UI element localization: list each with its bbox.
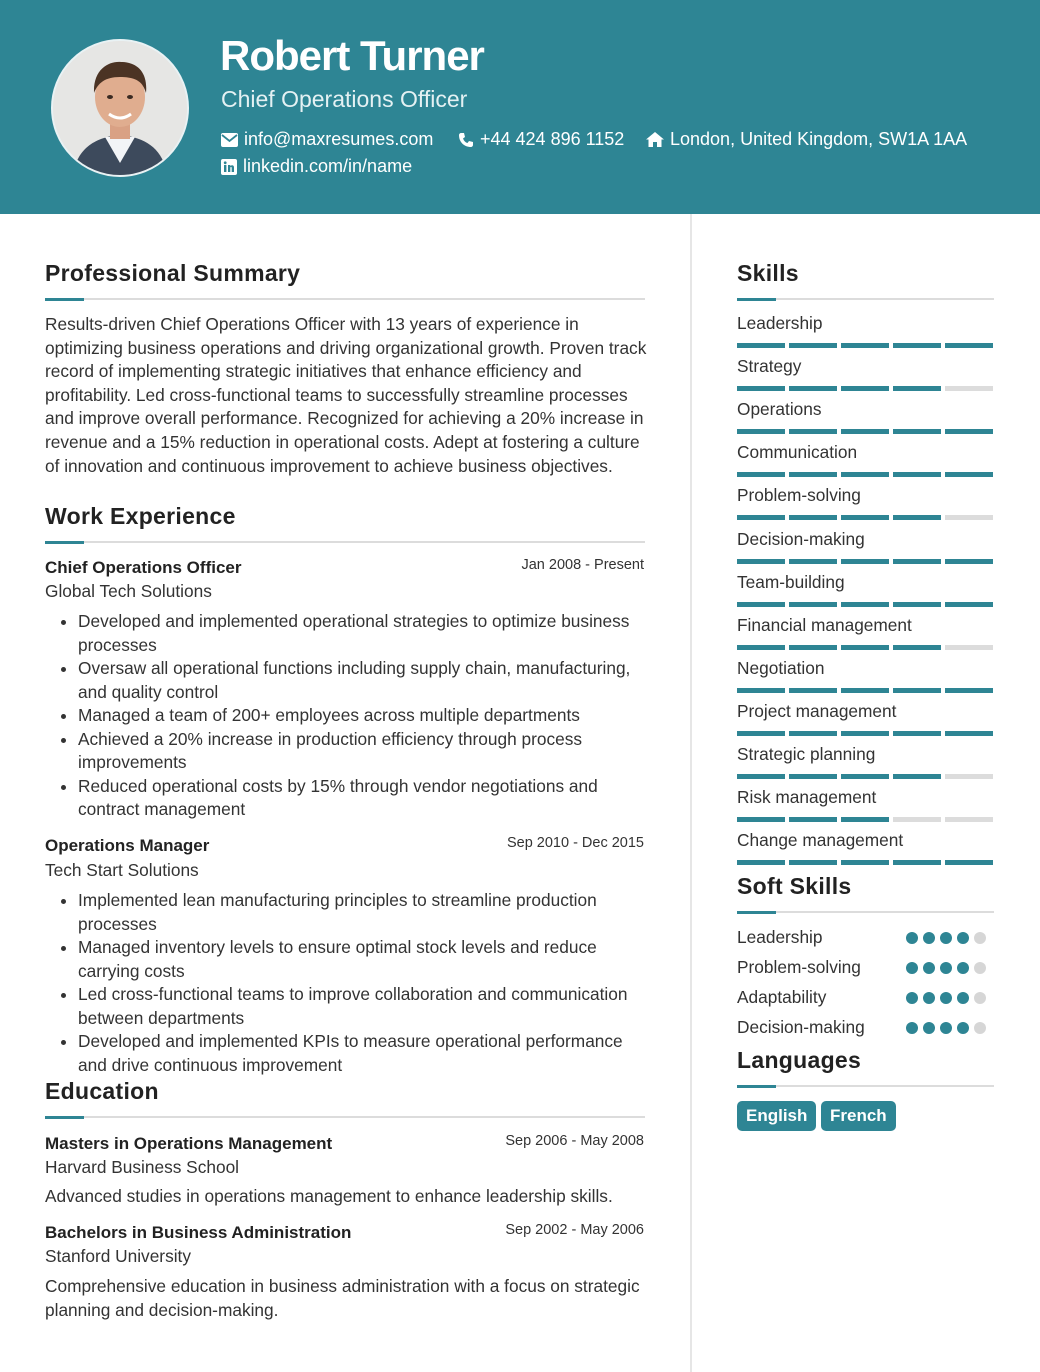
- skill-label: Team-building: [737, 571, 845, 592]
- list-item: • Oversaw all operational functions including supply chain, manufacturing, and quality control: [78, 657, 638, 704]
- rating-dot: [940, 962, 952, 974]
- soft-skill-rating: [906, 962, 986, 974]
- skill-level-segment: [737, 688, 785, 693]
- skill-level-segment: [737, 860, 785, 865]
- language-badge: French: [821, 1101, 896, 1131]
- soft-skill-rating: [906, 932, 986, 944]
- education-description: Advanced studies in operations management to enhance leadership skills.: [45, 1186, 613, 1206]
- skill-level-bar: [737, 860, 993, 865]
- education-rule: [45, 1116, 645, 1118]
- rating-dot: [974, 992, 986, 1004]
- rating-dot: [906, 1022, 918, 1034]
- soft-skills-heading: Soft Skills: [737, 873, 852, 899]
- skill-level-segment: [945, 645, 993, 650]
- skill-level-segment: [841, 774, 889, 779]
- envelope-icon: [221, 133, 238, 147]
- skill-label: Strategy: [737, 356, 802, 377]
- education-dates: Sep 2006 - May 2008: [505, 1133, 644, 1149]
- skill-level-segment: [789, 817, 837, 822]
- skill-level-segment: [737, 515, 785, 520]
- soft-skill-label: Decision-making: [737, 1017, 865, 1037]
- skill-level-bar: [737, 602, 993, 607]
- skill-level-segment: [945, 817, 993, 822]
- skill-level-segment: [789, 602, 837, 607]
- email-text: info@maxresumes.com: [244, 129, 434, 149]
- skills-heading: Skills: [737, 260, 799, 286]
- skill-level-segment: [893, 472, 941, 477]
- skill-level-bar: [737, 645, 993, 650]
- skill-level-segment: [893, 688, 941, 693]
- skill-level-segment: [893, 602, 941, 607]
- list-item: • Led cross-functional teams to improve collaboration and communication between departments: [78, 983, 638, 1030]
- skill-level-bar: [737, 774, 993, 779]
- job-title: Chief Operations Officer: [45, 558, 242, 577]
- skill-level-segment: [893, 343, 941, 348]
- rating-dot: [906, 962, 918, 974]
- rating-dot: [923, 992, 935, 1004]
- skill-level-segment: [841, 817, 889, 822]
- skill-label: Decision-making: [737, 528, 865, 549]
- column-divider: [690, 214, 692, 1372]
- phone-text: +44 424 896 1152: [480, 129, 625, 149]
- rating-dot: [906, 932, 918, 944]
- experience-heading: Work Experience: [45, 503, 236, 529]
- skill-level-segment: [737, 774, 785, 779]
- skill-level-segment: [841, 343, 889, 348]
- candidate-title: Chief Operations Officer: [221, 86, 468, 112]
- skill-level-segment: [945, 429, 993, 434]
- skill-level-segment: [893, 515, 941, 520]
- skill-level-segment: [893, 774, 941, 779]
- linkedin-icon: [221, 159, 237, 175]
- skill-level-segment: [893, 645, 941, 650]
- soft-skill-label: Leadership: [737, 927, 823, 947]
- skill-level-segment: [893, 386, 941, 391]
- soft-skill-label: Adaptability: [737, 987, 827, 1007]
- skill-level-segment: [945, 515, 993, 520]
- rating-dot: [906, 992, 918, 1004]
- candidate-name: Robert Turner: [220, 32, 484, 79]
- contact-email[interactable]: [221, 129, 433, 150]
- rating-dot: [974, 932, 986, 944]
- skill-level-bar: [737, 817, 993, 822]
- skill-level-segment: [737, 817, 785, 822]
- skill-level-segment: [789, 559, 837, 564]
- skill-level-segment: [893, 860, 941, 865]
- skill-label: Financial management: [737, 614, 912, 635]
- skill-level-segment: [841, 515, 889, 520]
- skill-level-segment: [789, 386, 837, 391]
- skill-label: Problem-solving: [737, 485, 861, 506]
- rating-dot: [974, 1022, 986, 1034]
- rating-dot: [923, 932, 935, 944]
- language-badge: English: [737, 1101, 816, 1131]
- skill-level-segment: [945, 774, 993, 779]
- degree-title: Bachelors in Business Administration: [45, 1223, 352, 1242]
- experience-rule: [45, 541, 645, 543]
- soft-skill-label: Problem-solving: [737, 957, 861, 977]
- contact-phone[interactable]: [458, 129, 624, 150]
- job-dates: Sep 2010 - Dec 2015: [506, 835, 644, 851]
- skill-label: Operations: [737, 399, 822, 420]
- header-banner: [0, 0, 1040, 214]
- skill-label: Change management: [737, 830, 904, 851]
- rating-dot: [923, 962, 935, 974]
- skill-level-segment: [789, 429, 837, 434]
- skill-level-segment: [737, 559, 785, 564]
- skills-rule: [737, 298, 994, 300]
- skill-label: Negotiation: [737, 657, 825, 678]
- soft-skills-rule: [737, 911, 994, 913]
- skill-level-segment: [789, 515, 837, 520]
- list-item: • Implemented lean manufacturing principles to streamline production processes: [78, 889, 638, 936]
- job-company: Global Tech Solutions: [45, 581, 212, 601]
- skill-level-bar: [737, 343, 993, 348]
- contact-location: [646, 129, 967, 150]
- skill-level-segment: [893, 429, 941, 434]
- skill-level-bar: [737, 472, 993, 477]
- summary-rule: [45, 298, 645, 300]
- job-dates: Jan 2008 - Present: [521, 557, 644, 573]
- skill-level-segment: [737, 472, 785, 477]
- skill-level-segment: [789, 645, 837, 650]
- skill-level-bar: [737, 515, 993, 520]
- skill-level-segment: [841, 860, 889, 865]
- skill-level-bar: [737, 429, 993, 434]
- rating-dot: [957, 992, 969, 1004]
- job-title: Operations Manager: [45, 836, 210, 855]
- skill-level-bar: [737, 688, 993, 693]
- rating-dot: [923, 1022, 935, 1034]
- skill-level-bar: [737, 386, 993, 391]
- skill-level-segment: [945, 860, 993, 865]
- list-item: • Managed a team of 200+ employees across multiple departments: [78, 704, 638, 728]
- education-description: Comprehensive education in business administration with a focus on strategic planning and decision-making.: [45, 1276, 640, 1320]
- job-company: Tech Start Solutions: [45, 860, 199, 880]
- skill-level-segment: [945, 343, 993, 348]
- home-icon: [646, 132, 664, 147]
- skill-level-segment: [841, 472, 889, 477]
- skill-level-segment: [789, 860, 837, 865]
- skill-level-segment: [789, 688, 837, 693]
- skill-label: Project management: [737, 700, 897, 721]
- skill-level-bar: [737, 559, 993, 564]
- contact-linkedin[interactable]: [221, 156, 412, 177]
- soft-skill-rating: [906, 1022, 986, 1034]
- summary-heading: Professional Summary: [45, 260, 301, 286]
- list-item: • Managed inventory levels to ensure optimal stock levels and reduce carrying costs: [78, 936, 638, 983]
- skill-level-segment: [945, 731, 993, 736]
- skill-label: Strategic planning: [737, 744, 876, 764]
- skill-label: Communication: [737, 442, 858, 463]
- skill-level-segment: [893, 731, 941, 736]
- soft-skill-rating: [906, 992, 986, 1004]
- languages-rule: [737, 1085, 994, 1087]
- skill-level-segment: [841, 559, 889, 564]
- skill-level-segment: [945, 688, 993, 693]
- job-bullets: [60, 610, 638, 822]
- rating-dot: [957, 1022, 969, 1034]
- languages-heading: Languages: [737, 1047, 862, 1073]
- skill-level-segment: [893, 817, 941, 822]
- list-item: • Reduced operational costs by 15% through vendor negotiations and contract management: [78, 775, 638, 822]
- skill-level-segment: [893, 559, 941, 564]
- skill-level-segment: [737, 343, 785, 348]
- phone-icon: [458, 132, 474, 148]
- skill-level-segment: [945, 386, 993, 391]
- skill-level-bar: [737, 731, 993, 736]
- school-name: Stanford University: [45, 1246, 191, 1266]
- profile-photo: [51, 39, 189, 177]
- skill-level-segment: [789, 472, 837, 477]
- skill-level-segment: [841, 688, 889, 693]
- rating-dot: [957, 932, 969, 944]
- skill-label: Leadership: [737, 313, 823, 333]
- school-name: Harvard Business School: [45, 1157, 240, 1177]
- list-item: • Achieved a 20% increase in production efficiency through process improvements: [78, 728, 638, 775]
- education-heading: Education: [45, 1078, 159, 1104]
- skill-level-segment: [945, 602, 993, 607]
- rating-dot: [940, 932, 952, 944]
- education-dates: Sep 2002 - May 2006: [505, 1222, 644, 1238]
- list-item: • Developed and implemented KPIs to measure operational performance and drive continuous improvement: [78, 1030, 638, 1077]
- skill-level-segment: [737, 429, 785, 434]
- skill-label: Risk management: [737, 787, 877, 808]
- skill-level-segment: [737, 386, 785, 391]
- skill-level-segment: [789, 774, 837, 779]
- skill-level-segment: [841, 645, 889, 650]
- skill-level-segment: [737, 645, 785, 650]
- rating-dot: [940, 1022, 952, 1034]
- skill-level-segment: [841, 731, 889, 736]
- linkedin-text: linkedin.com/in/name: [243, 156, 413, 176]
- list-item: • Developed and implemented operational strategies to optimize business processes: [78, 610, 638, 657]
- skill-level-segment: [737, 731, 785, 736]
- skill-level-segment: [789, 343, 837, 348]
- rating-dot: [974, 962, 986, 974]
- skill-level-segment: [841, 429, 889, 434]
- skill-level-segment: [737, 602, 785, 607]
- skill-level-segment: [841, 386, 889, 391]
- rating-dot: [940, 992, 952, 1004]
- skill-level-segment: [945, 472, 993, 477]
- rating-dot: [957, 962, 969, 974]
- skill-level-segment: [789, 731, 837, 736]
- skill-level-segment: [945, 559, 993, 564]
- job-bullets: [60, 889, 638, 1077]
- degree-title: Masters in Operations Management: [45, 1134, 333, 1153]
- location-text: London, United Kingdom, SW1A 1AA: [670, 129, 968, 149]
- summary-text: Results-driven Chief Operations Officer with 13 years of experience in optimizing business operations and driving organizational growth. Proven track record of implementing strategic initiatives that enhance efficiency and profitability. Led cross-functional teams to successfully streamline processes and improve overall performance. Recognized for achieving a 20% increase in revenue and a 15% reduction in operational costs. Adept at fostering a culture of innovation and continuous improvement to achieve business objectives.: [45, 314, 647, 476]
- skill-level-segment: [841, 602, 889, 607]
